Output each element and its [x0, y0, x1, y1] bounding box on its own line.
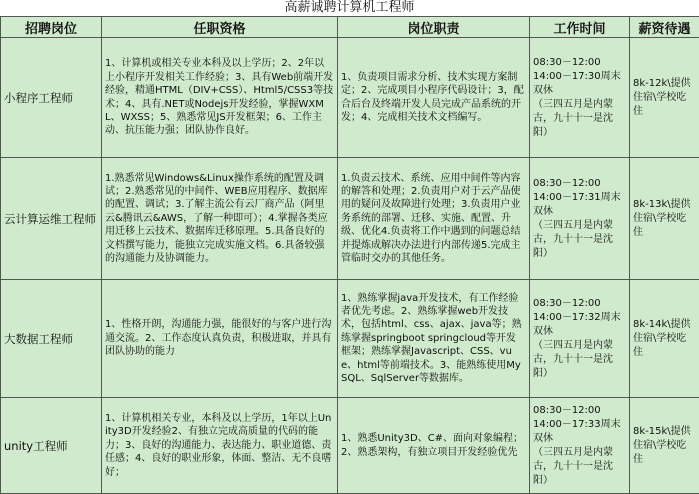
- time-cell: [530, 38, 630, 158]
- qualification-cell: 1、性格开朗，沟通能力强，能很好的与客户进行沟通交流。2、工作态度认真负责，积极进取，并具有团队协助的能力: [102, 280, 338, 398]
- qualification-cell: 1、计算机相关专业，本科及以上学历，1年以上Unity3D开发经验2、有独立完成高质量的代码的能力；3、良好的沟通能力、表达能力、职业道德、责任感；4、良好的职业形象，体面、整洁、无不良嗜好；: [102, 398, 338, 494]
- position-cell: unity工程师: [1, 398, 102, 494]
- time-cell: [530, 158, 630, 280]
- page-title: 高薪诚聘计算机工程师: [0, 0, 699, 16]
- header-duty: 岗位职责: [338, 17, 530, 38]
- table-row: [1, 38, 699, 158]
- recruitment-table: [0, 16, 699, 494]
- pay-cell: 8k-15k\提供住宿\学校吃住: [630, 398, 699, 494]
- time-afternoon: 14:00－17:30周末双休: [533, 70, 626, 98]
- time-morning: 08:30－12:00: [533, 404, 626, 418]
- qualification-cell: 1.熟悉常见Windows&Linux操作系统的配置及调试；2.熟悉常见的中间件、WEB应用程序、数据库的配置、调试；3.了解主流公有云厂商产品（阿里云&腾讯云&AWS，了解一种即可）；4.掌握各类应用迁移上云技术、数据库迁移原理。5.具备良好的文档撰写能力，能独立完成实施文档。6.具备较强的沟通能力及协调能力。: [102, 158, 338, 280]
- table-row: [1, 280, 699, 398]
- duty-cell: 1、熟悉Unity3D、C#、面向对象编程；2、熟悉架构，有独立项目开发经验优先: [338, 398, 530, 494]
- time-afternoon: 14:00－17:32周末双休: [533, 311, 626, 339]
- pay-cell: 8k-13k\提供住宿\学校吃住: [630, 158, 699, 280]
- time-location: （三四五月是内蒙古，九十十一是沈阳）: [533, 339, 626, 381]
- time-location: （三四五月是内蒙古，九十十一是沈阳）: [533, 446, 626, 488]
- duty-cell: 1.负责云技术、系统、应用中间件等内容的解答和处理；2.负责用户对于云产品使用的疑问及故障进行处理；3.负责用户业务系统的部署、迁移、实施、配置、升级、优化4.负责将工作中遇到的问题总结并提炼成解决办法进行内部传递5.完成主管临时交办的其他任务。: [338, 158, 530, 280]
- time-cell: [530, 398, 630, 494]
- position-cell: 大数据工程师: [1, 280, 102, 398]
- table-header-row: [1, 17, 699, 38]
- header-pay: 薪资待遇: [630, 17, 699, 38]
- header-qualification: 任职资格: [102, 17, 338, 38]
- time-afternoon: 14:00－17:31周末双休: [533, 191, 626, 219]
- qualification-cell: 1、计算机或相关专业本科及以上学历；2、2年以上小程序开发相关工作经验；3、具有Web前端开发经验，精通HTML（DIV+CSS）、Html5/CSS3等技术；4、具有.NET或Nodejs开发经验，掌握WXML、WXSS；5、熟悉常见JS开发框架；6、工作主动、抗压能力强；团队协作良好。: [102, 38, 338, 158]
- duty-cell: 1、熟练掌握java开发技术，有工作经验者优先考虑。2、熟练掌握web开发技术，包括html、css、ajax、java等；熟练掌握springboot springcloud等开发框架；熟练掌握Javascript、CSS、vue、html等前端技术。3、能熟练使用MySQL、SqlServer等数据库。: [338, 280, 530, 398]
- pay-cell: 8k-12k\提供住宿\学校吃住: [630, 38, 699, 158]
- table-row: [1, 398, 699, 494]
- time-afternoon: 14:00－17:33周末双休: [533, 418, 626, 446]
- time-location: （三四五月是内蒙古，九十十一是沈阳）: [533, 219, 626, 261]
- time-cell: [530, 280, 630, 398]
- time-location: （三四五月是内蒙古，九十十一是沈阳）: [533, 98, 626, 140]
- duty-cell: 1、负责项目需求分析、技术实现方案制定；2、完成项目小程序代码设计；3，配合后台及终端开发人员完成产品系统的开发；4、完成相关技术文档编写。: [338, 38, 530, 158]
- position-cell: 云计算运维工程师: [1, 158, 102, 280]
- time-morning: 08:30－12:00: [533, 297, 626, 311]
- position-cell: 小程序工程师: [1, 38, 102, 158]
- pay-cell: 8k-14k\提供住宿\学校吃住: [630, 280, 699, 398]
- time-morning: 08:30－12:00: [533, 56, 626, 70]
- header-time: 工作时间: [530, 17, 630, 38]
- table-row: [1, 158, 699, 280]
- header-position: 招聘岗位: [1, 17, 102, 38]
- time-morning: 08:30－12:00: [533, 177, 626, 191]
